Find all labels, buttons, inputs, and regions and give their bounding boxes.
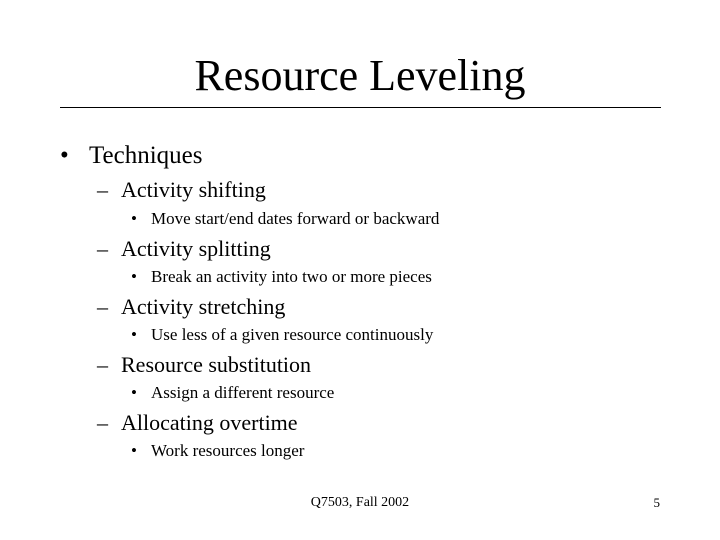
sub-bullet-text: Allocating overtime <box>121 410 298 435</box>
dash-icon: – <box>97 236 108 261</box>
sub-bullet-activity-shifting <box>97 176 266 204</box>
sub-bullet-text: Resource substitution <box>121 352 312 377</box>
bullet-icon: • <box>131 383 137 402</box>
detail-text: Work resources longer <box>151 441 305 460</box>
title-divider <box>60 107 661 108</box>
bullet-icon: • <box>60 142 69 169</box>
sub-bullet-activity-splitting <box>97 235 271 263</box>
detail-text: Use less of a given resource continuously <box>151 325 434 344</box>
sub-bullet-allocating-overtime <box>97 409 298 437</box>
sub-bullet-text: Activity shifting <box>121 177 266 202</box>
slide-title: Resource Leveling <box>194 51 526 100</box>
sub-bullet-resource-substitution <box>97 351 311 379</box>
dash-icon: – <box>97 177 108 202</box>
detail-text: Break an activity into two or more pieces <box>151 267 432 286</box>
bullet-icon: • <box>131 325 137 344</box>
bullet-icon: • <box>131 441 137 460</box>
sub-bullet-activity-stretching <box>97 293 285 321</box>
bullet-icon: • <box>131 209 137 228</box>
dash-icon: – <box>97 294 108 319</box>
bullet-text: Techniques <box>89 142 203 169</box>
detail-bullet-stretching <box>131 324 433 346</box>
bullet-icon: • <box>131 267 137 286</box>
detail-bullet-substitution <box>131 382 334 404</box>
page-number: 5 <box>653 495 660 510</box>
sub-bullet-text: Activity splitting <box>121 236 271 261</box>
bullet-techniques <box>60 140 203 172</box>
slide-footer: Q7503, Fall 2002 <box>310 495 410 510</box>
detail-bullet-splitting <box>131 266 432 288</box>
dash-icon: – <box>97 410 108 435</box>
dash-icon: – <box>97 352 108 377</box>
detail-text: Assign a different resource <box>151 383 335 402</box>
detail-text: Move start/end dates forward or backward <box>151 209 440 228</box>
detail-bullet-overtime <box>131 440 304 462</box>
detail-bullet-shifting <box>131 208 439 230</box>
sub-bullet-text: Activity stretching <box>121 294 286 319</box>
